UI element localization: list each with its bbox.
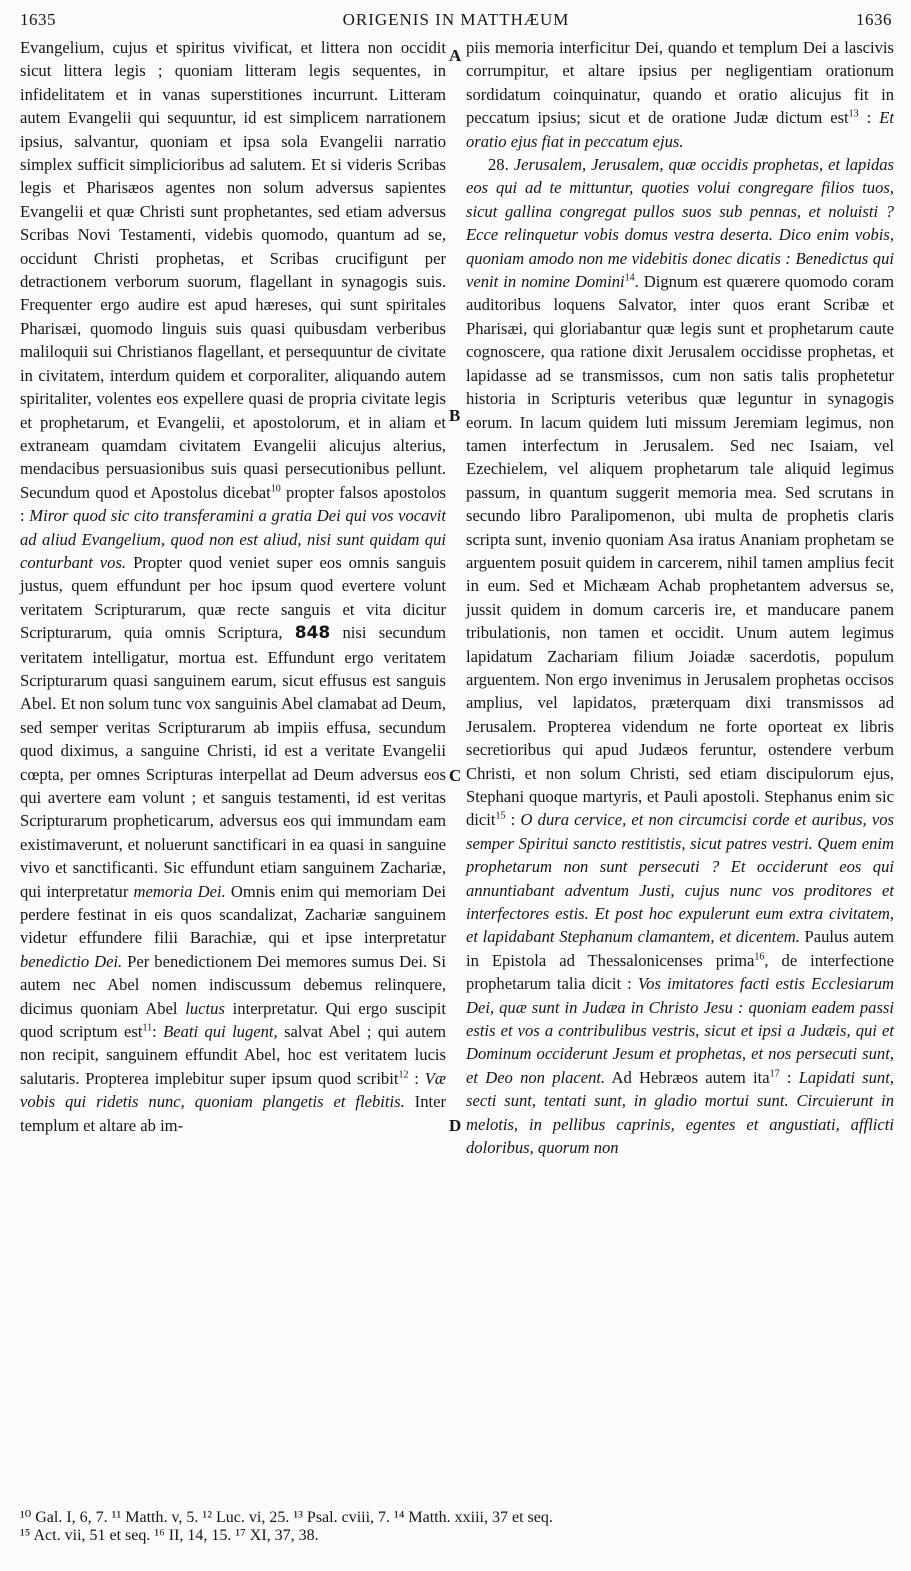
text-run: : <box>505 810 521 830</box>
column-number: 848 <box>294 623 331 644</box>
footnote-ref[interactable]: 14 <box>624 272 635 284</box>
text-run: Inter templum et altare ab im- <box>20 1092 446 1135</box>
left-paragraph <box>20 36 446 1137</box>
text-run: : <box>408 1068 425 1088</box>
text-run: propter falsos apostolos : <box>20 482 446 526</box>
section-marker-a: A <box>449 46 462 65</box>
text-run: Paulus autem in Epistola ad Thessalonicenses prima <box>466 927 894 970</box>
text-run: Omnis enim qui memoriam Dei perdere festinat in eis quos scandalizat, Zachariæ sanguinem videtur effundere filii Barachiæ, qui et ipse interpretatur <box>20 881 446 948</box>
text-run: . Dignum est quærere quomodo coram auditoribus loquens Salvator, inter quos erant Scribæ et Pharisæi, qui gloriabantur quæ legis sunt et prophetarum caute cognoscere, qua ratione dixit Jerusalem occidisse prophetas, et lapidasse ad se transmissos, cum non satis talis prophetetur historia in Scripturis veteribus quæ leguntur in synagogis eorum. In lacum quidem luti missum Jeremiam legimus, non tamen interfectum in Jerusalem. Sed nec Isaiam, vel Ezechielem, vel aliquem prophetarum tale aliquid legimus passum, in quantum suggerit memoria mea. Sed scrutans in secundo libro Paralipomenon, ubi multa de prophetis claris scripta sunt, invenio quoniam Asa iratus Ananiam prophetam se arguentem posuit quidem in carcerem, nihil tamen amplius fecit in eum. Sed et Michæam Achab prophetantem adversus se, jussit quidem in domum carceris ire, et manducare panem tribulationis, non tamen et occidit. Unum autem legimus lapidatum Zachariam filium Joiadæ sacerdotis, populum arguentem. Non ergo invenimus in Jerusalem prophetas occisos amplius, vel lapidatos, præterquam dixi transmissos ad Jerusalem. Propterea videndum ne forte oporteat ex libris secretioribus qui apud Judæos feruntur, ostendere verbum Christi, et non solum Christi, sed etiam discipulorum ejus, Stephani quoque martyris, et Pauli apostoli. Stephanus enim sic dicit <box>466 272 894 830</box>
section-marker-d: D <box>449 1116 462 1135</box>
text-run: Propter quod veniet super eos omnis sanguis justus, quem effundunt per hoc ipsum quod evertere volunt veritatem Scripturarum, quæ recte sanguis et vita dicitur Scripturarum, quia omnis Scriptura, <box>20 552 446 643</box>
text-run: , de interfectione prophetarum talia dicit : <box>466 950 895 994</box>
quotation: Beati qui lugent, <box>163 1022 278 1042</box>
right-paragraph-1 <box>466 36 894 153</box>
footnote-line-2: ¹⁵ Act. vii, 51 et seq. ¹⁶ II, 14, 15. ¹⁷ XI, 37, 38. <box>20 1527 319 1544</box>
running-title: ORIGENIS IN MATTHÆUM <box>342 10 570 29</box>
footnote-ref[interactable]: 10 <box>270 483 281 495</box>
quotation: luctus <box>185 998 225 1018</box>
quotation: Lapidati sunt, secti sunt, tentati sunt, in gladio mortui sunt. Circuierunt in melotis, in pellibus caprinis, egentes et angustiati, afflicti doloribus, quorum non <box>466 1067 894 1158</box>
footnote-ref[interactable]: 17 <box>769 1068 780 1080</box>
footnote-ref[interactable]: 11 <box>142 1022 153 1034</box>
text-run: piis memoria interficitur Dei, quando et templum Dei a lascivis corrumpitur, et altare ipsius per negligentiam orationum sordidatum coinquinatur, quando et oratio alicujus fit in peccatum ipsius; sicut et de oratione Judæ dictum est <box>466 38 894 128</box>
quotation: Væ vobis qui ridetis nunc, quoniam plangetis et flebitis. <box>20 1068 446 1112</box>
quotation: O dura cervice, et non circumcisi corde et auribus, vos semper Spiritui sancto restitistis, sicut patres vestri. Quem enim prophetarum non sunt persecuti ? Et occiderunt eos qui annuntiabant adventum Justi, cujus nunc vos proditores et interfectores estis. Et post hoc expulerunt eum extra civitatem, et lapidabant Stephanum clamantem, et dicentem. <box>466 810 894 947</box>
quotation: Miror quod sic cito transferamini a gratia Dei qui vos vocavit ad aliud Evangelium, quod non est aliud, nisi sunt quidam qui conturbant vos. <box>20 506 446 572</box>
left-column <box>20 36 446 1137</box>
footnote-ref[interactable]: 16 <box>754 951 765 963</box>
quotation: Jerusalem, Jerusalem, quæ occidis prophetas, et lapidas eos qui ad te mittuntur, quoties volui congregare filios tuos, sicut gallina congregat pullos suos sub pennas, et noluisti ? Ecce relinquetur vobis domus vestra deserta. Dico enim vobis, quoniam amodo non me videbitis donec dicatis : Benedictus qui venit in nomine Domini <box>466 155 894 292</box>
page-header <box>20 10 892 38</box>
footnotes <box>20 1509 900 1545</box>
text-run: : <box>858 108 880 128</box>
text-run: Evangelium, cujus et spiritus vivificat, et littera non occidit sicut littera legis ; quoniam litteram legis sequentes, in infidelitatem et in vanas superstitiones incurrunt. Litteram autem Evangelii qui sequuntur, id est simplicem narrationem ipsius, salvantur, quoniam et ipsa sola Evangelii narratio simplex sufficit simplicioribus ad salutem. Et si videris Scribas legis et Pharisæos agentes non solum adversus sapientes Evangelii et quæ Christi sunt prophetantes, sed etiam adversus Scribas Novi Testamenti, videbis quomodo, quantum ad se, occidunt Christi prophetas, et Scribas crucifigunt per detractionem verborum suorum, flagellant in synagogis suis. Frequenter ergo audire est apud hæreses, qui sunt spiritales Pharisæi, quomodo linguis suis quasi quibusdam verberibus maliloquii sui Christianos flagellant, et persequuntur de civitate in civitatem, interdum quidem et corporaliter, aliquando autem spiritaliter, volentes eos expellere quasi de propria civitate legis et prophetarum, et Evangelii, et apostolorum, et in aliam et extraneam quamdam civitatem Evangelii alicujus alterius, mendacibus persuasionibus suis quasi persecutionibus pellunt. Secundum quod et Apostolus dicebat <box>20 38 446 502</box>
footnote-ref[interactable]: 12 <box>398 1069 409 1081</box>
footnote-ref[interactable]: 15 <box>495 810 506 822</box>
quotation: Vos imitatores facti estis Ecclesiarum Dei, quæ sunt in Judæa in Christo Jesu : quoniam eadem passi estis et vos a contribulibus vestris, sicut et ipsi a Judæis, qui et Dominum occiderunt Jesum et prophetas, et nos persecuti sunt, et Deo non placent. <box>466 974 894 1087</box>
page-number-right: 1636 <box>856 10 892 29</box>
quotation: benedictio Dei. <box>20 951 123 971</box>
footnote-ref[interactable]: 13 <box>848 108 859 120</box>
text-run: Per benedictionem Dei memores sumus Dei. Si autem nec Abel nomen indiscussum debemus relinquere, dicimus quoniam Abel <box>20 951 446 1018</box>
quotation: memoria Dei. <box>133 881 226 901</box>
text-run: : <box>152 1022 164 1042</box>
section-number: 28. <box>488 155 514 175</box>
text-run: Ad Hebræos autem ita <box>605 1067 770 1087</box>
right-paragraph-2 <box>466 153 894 1159</box>
right-column <box>466 36 894 1160</box>
text-run: interpretatur. Qui ergo suscipit quod scriptum est <box>20 998 446 1042</box>
section-marker-b: B <box>449 406 461 425</box>
footnote-line-1: ¹⁰ Gal. I, 6, 7. ¹¹ Matth. v, 5. ¹² Luc. vi, 25. ¹³ Psal. cviii, 7. ¹⁴ Matth. xxiii, 37 et seq. <box>20 1509 553 1526</box>
quotation: Et oratio ejus fiat in peccatum ejus. <box>466 108 894 151</box>
section-marker-c: C <box>449 766 462 785</box>
text-run: : <box>779 1067 799 1087</box>
page-number-left: 1635 <box>20 10 56 29</box>
text-run: nisi secundum veritatem intelligatur, mortua est. Effundunt ergo veritatem Scripturarum quasi sanguinem earum, sicut effusus est sanguis Abel. Et non solum tunc vox sanguinis Abel clamabat ad Deum, sed semper veritas Scripturarum ab impiis effusa, secundum quod diximus, a sanguine Christi, id est a veritate Evangelii cœpta, per omnes Scripturas interpellat ad Deum adversus eos qui avertere eam volunt ; et sanguis testamenti, id est veritas Scripturarum propheticarum, adversus eos qui immundam eam existimaverunt, et noluerunt sanctificari in ea quasi in sanguine vivo et sanctificanti. Sic effundunt etiam sanguinem Zachariæ, qui interpretatur <box>20 623 446 901</box>
text-run: salvat Abel ; qui autem non recipit, sanguinem effundit Abel, hoc est veritatem lucis salutaris. Propterea implebitur super ipsum quod scribit <box>20 1022 446 1088</box>
